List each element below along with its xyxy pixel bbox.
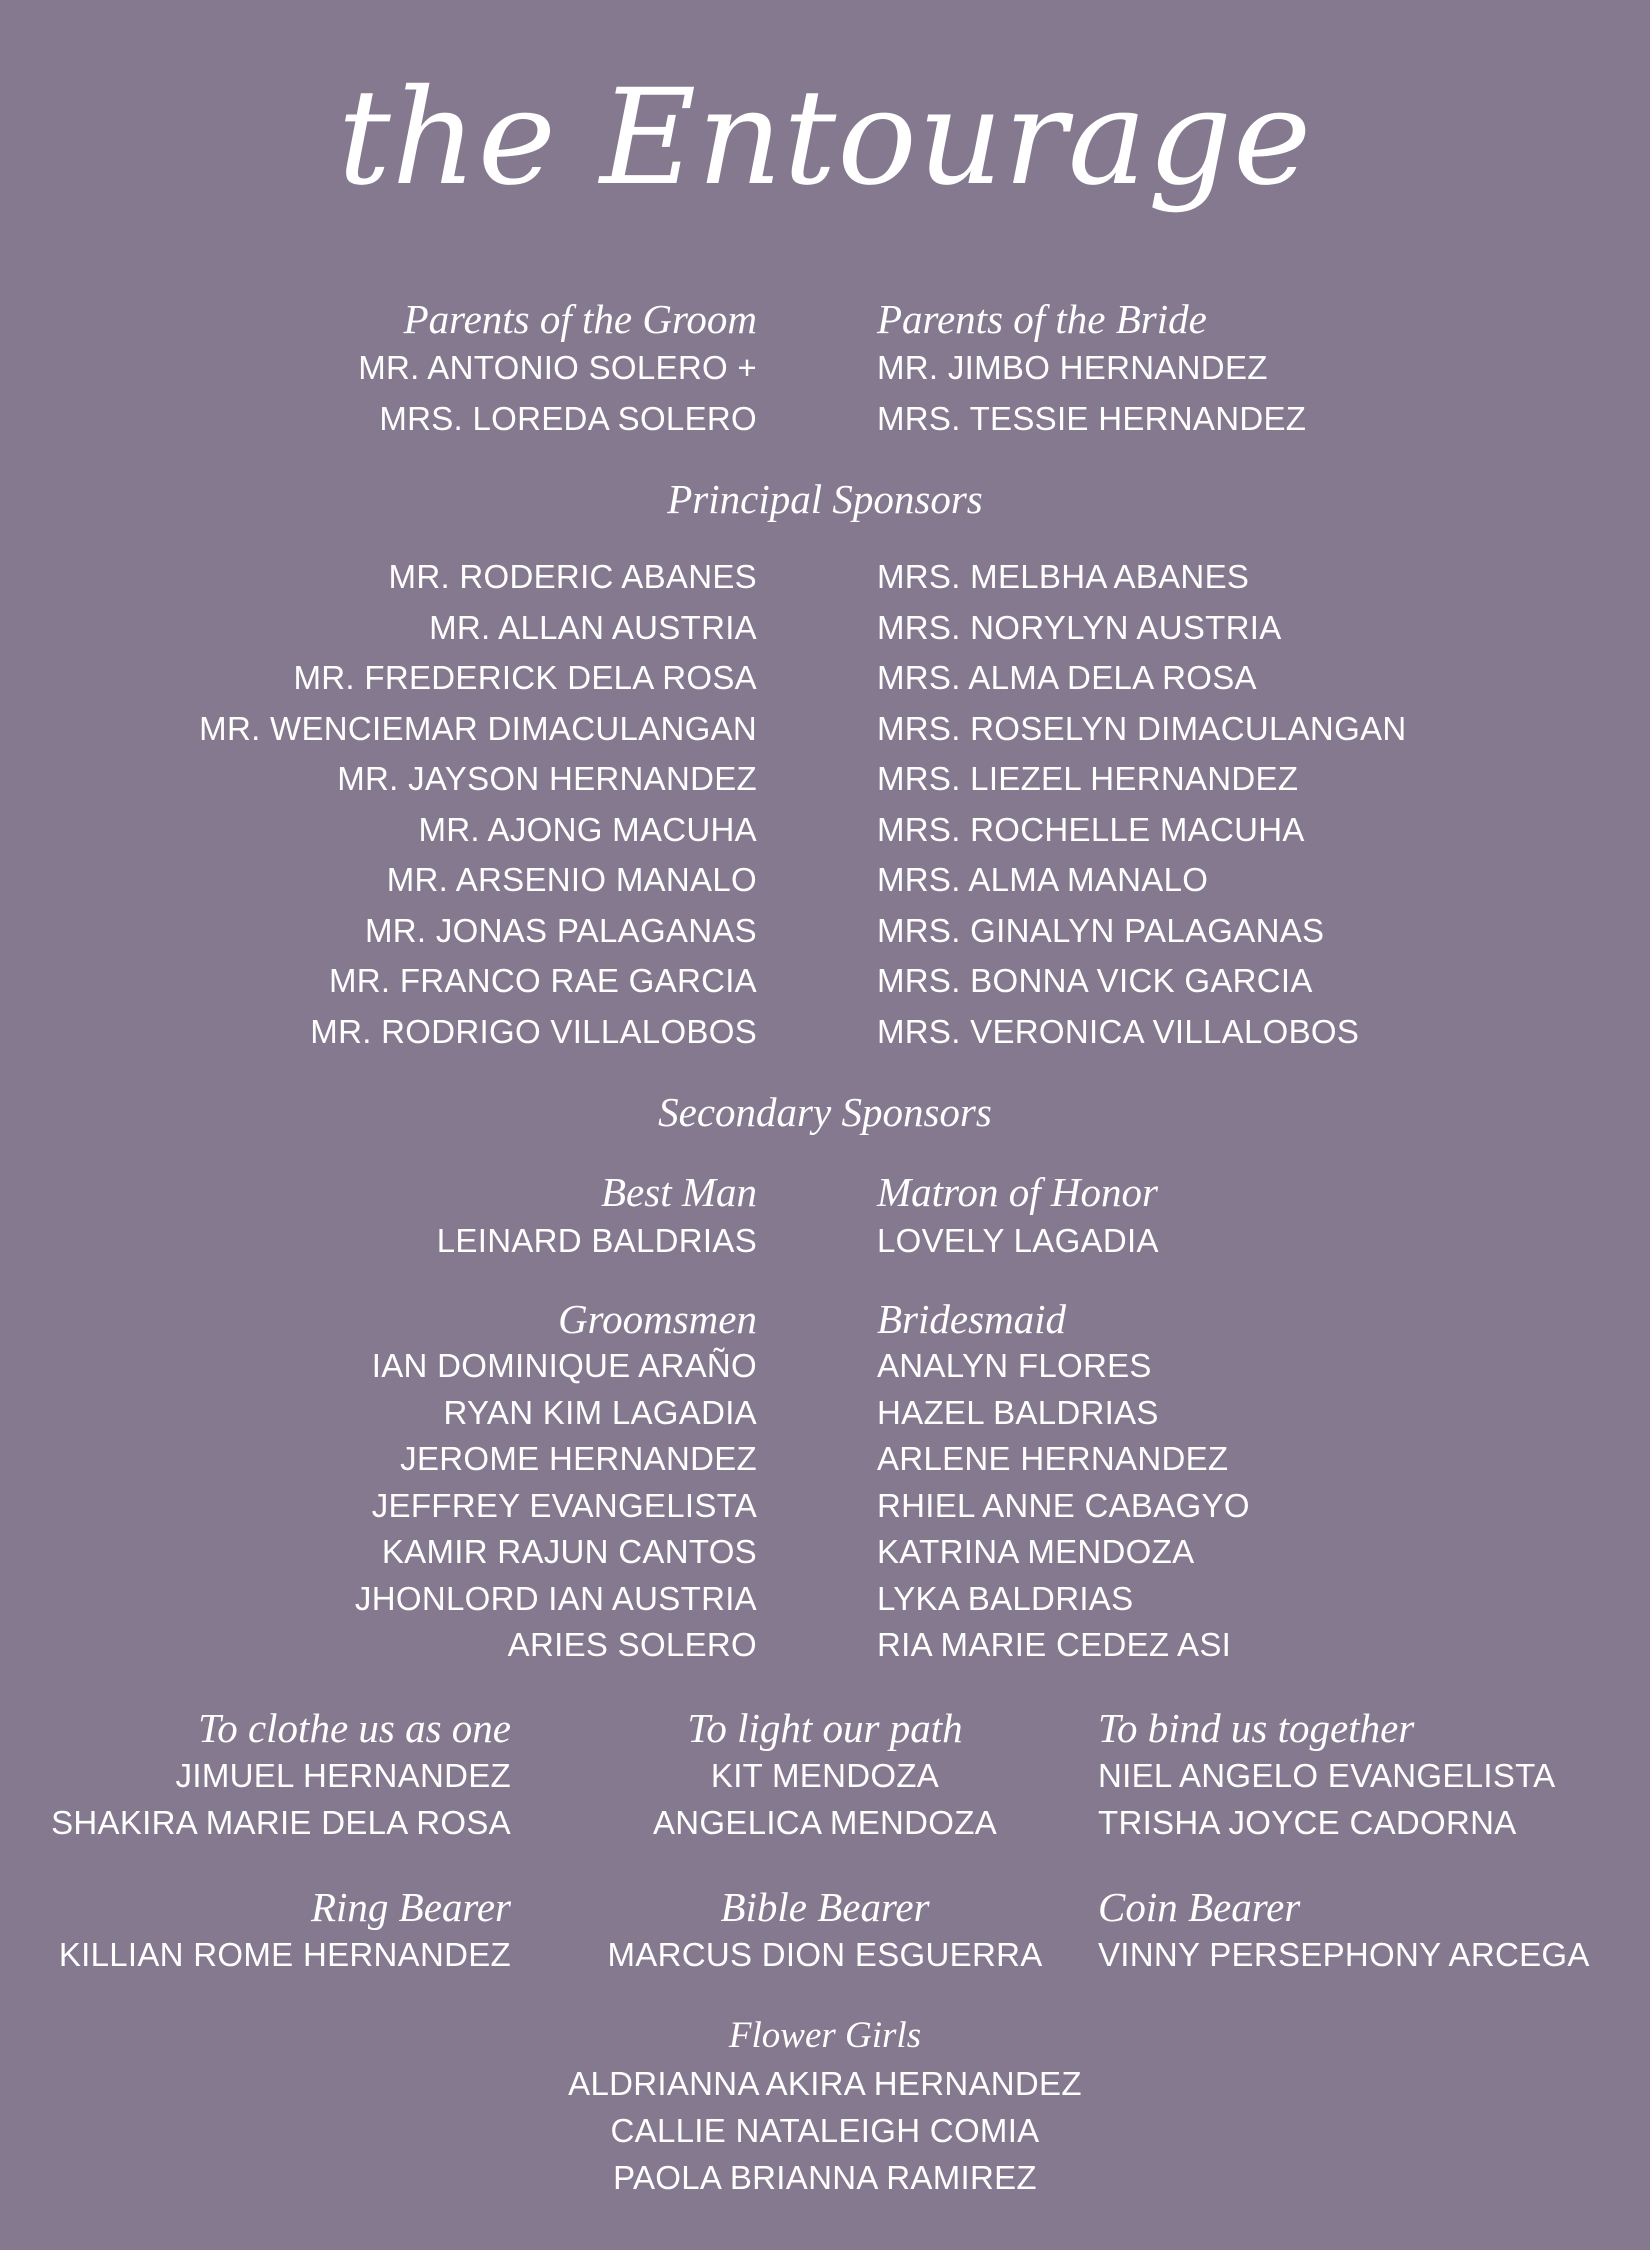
best-man-header: Best Man <box>601 1169 757 1215</box>
ring-bearer-header: Ring Bearer <box>310 1884 511 1930</box>
bible-bearer-name: MARCUS DION ESGUERRA <box>607 1936 1043 1973</box>
bridesmaid: RHIEL ANNE CABAGYO <box>877 1486 1250 1524</box>
clothe-name: JIMUEL HERNANDEZ <box>175 1757 511 1794</box>
entourage-title: the Entourage <box>337 61 1313 215</box>
groomsmen <box>355 1295 757 1669</box>
ring-bearer-name: KILLIAN ROME HERNANDEZ <box>58 1936 511 1973</box>
sponsor-woman: MRS. VERONICA VILLALOBOS <box>877 1012 1360 1050</box>
principal-sponsors-women <box>877 552 1406 1057</box>
sponsor-man: MR. FRANCO RAE GARCIA <box>328 962 757 999</box>
sponsor-man: MR. RODERIC ABANES <box>388 558 757 595</box>
best-man <box>437 1168 757 1267</box>
matron-of-honor <box>877 1168 1159 1267</box>
sponsor-man: MR. RODRIGO VILLALOBOS <box>310 1012 757 1050</box>
best-man-name: LEINARD BALDRIAS <box>436 1222 757 1259</box>
light-name: KIT MENDOZA <box>710 1757 940 1794</box>
groom-parent-name: MRS. LOREDA SOLERO <box>379 399 757 437</box>
bind-header: To bind us together <box>1098 1705 1415 1751</box>
sponsor-man: MR. WENCIEMAR DIMACULANGAN <box>199 709 757 747</box>
bind-name: NIEL ANGELO EVANGELISTA <box>1098 1757 1556 1794</box>
matron-header: Matron of Honor <box>877 1169 1158 1215</box>
groomsman: IAN DOMINIQUE ARAÑO <box>371 1347 757 1384</box>
groomsman: ARIES SOLERO <box>507 1626 757 1663</box>
bible-bearer-header: Bible Bearer <box>720 1884 930 1930</box>
groom-parents <box>358 295 757 444</box>
groomsmen-header: Groomsmen <box>558 1296 757 1342</box>
ring-bearer <box>59 1883 511 1978</box>
bridesmaids <box>877 1295 1250 1669</box>
sponsor-woman: MRS. ROCHELLE MACUHA <box>877 810 1305 848</box>
groomsman: JHONLORD IAN AUSTRIA <box>354 1579 757 1617</box>
flower-girl: PAOLA BRIANNA RAMIREZ <box>613 2159 1037 2196</box>
bridesmaid: LYKA BALDRIAS <box>877 1579 1134 1617</box>
bride-parents <box>877 295 1306 444</box>
principal-sponsors-header: Principal Sponsors <box>667 476 983 522</box>
clothe-sponsors <box>51 1704 511 1846</box>
bride-parents-header: Parents of the Bride <box>877 296 1207 342</box>
matron-name: LOVELY LAGADIA <box>877 1222 1159 1259</box>
bridesmaid: KATRINA MENDOZA <box>877 1533 1195 1570</box>
sponsor-woman: MRS. GINALYN PALAGANAS <box>877 911 1325 949</box>
bridesmaid: ARLENE HERNANDEZ <box>877 1440 1229 1477</box>
clothe-name: SHAKIRA MARIE DELA ROSA <box>51 1804 511 1841</box>
bridesmaid: ANALYN FLORES <box>877 1347 1152 1384</box>
flower-girls-header: Flower Girls <box>728 2015 922 2056</box>
groomsman: JEROME HERNANDEZ <box>400 1440 757 1477</box>
bride-parent-name: MRS. TESSIE HERNANDEZ <box>877 399 1307 437</box>
sponsor-woman: MRS. BONNA VICK GARCIA <box>877 962 1313 999</box>
light-name: ANGELICA MENDOZA <box>652 1804 998 1841</box>
principal-sponsors-men <box>199 552 757 1057</box>
sponsor-woman: MRS. MELBHA ABANES <box>877 558 1250 595</box>
sponsor-man: MR. ALLAN AUSTRIA <box>429 608 757 646</box>
sponsor-woman: MRS. NORYLYN AUSTRIA <box>877 608 1282 646</box>
groom-parent-name: MR. ANTONIO SOLERO + <box>358 349 757 386</box>
sponsor-woman: MRS. ALMA MANALO <box>877 861 1209 898</box>
bible-bearer <box>575 1883 1075 1978</box>
groomsman: RYAN KIM LAGADIA <box>443 1393 757 1431</box>
flower-girls <box>0 2012 1650 2201</box>
bridesmaid-header: Bridesmaid <box>877 1296 1067 1342</box>
sponsor-man: MR. ARSENIO MANALO <box>386 861 757 898</box>
coin-bearer-header: Coin Bearer <box>1098 1884 1301 1930</box>
groom-parents-header: Parents of the Groom <box>403 296 757 342</box>
sponsor-man: MR. JAYSON HERNANDEZ <box>337 760 757 797</box>
light-sponsors <box>575 1704 1075 1846</box>
bridesmaid: RIA MARIE CEDEZ ASI <box>877 1626 1232 1663</box>
flower-girl: CALLIE NATALEIGH COMIA <box>610 2112 1040 2149</box>
bind-sponsors <box>1098 1704 1555 1846</box>
sponsor-man: MR. FREDERICK DELA ROSA <box>293 659 757 696</box>
bridesmaid: HAZEL BALDRIAS <box>877 1393 1159 1431</box>
sponsor-man: MR. AJONG MACUHA <box>418 810 757 848</box>
sponsor-woman: MRS. ALMA DELA ROSA <box>877 659 1257 696</box>
groomsman: KAMIR RAJUN CANTOS <box>381 1533 757 1570</box>
coin-bearer-name: VINNY PERSEPHONY ARCEGA <box>1098 1936 1590 1973</box>
sponsor-woman: MRS. ROSELYN DIMACULANGAN <box>877 709 1407 747</box>
clothe-header: To clothe us as one <box>198 1705 511 1751</box>
sponsor-man: MR. JONAS PALAGANAS <box>364 911 757 949</box>
light-header: To light our path <box>687 1705 963 1751</box>
bind-name: TRISHA JOYCE CADORNA <box>1098 1804 1517 1841</box>
flower-girl: ALDRIANNA AKIRA HERNANDEZ <box>568 2065 1082 2102</box>
groomsman: JEFFREY EVANGELISTA <box>371 1486 757 1524</box>
coin-bearer <box>1098 1883 1590 1978</box>
secondary-sponsors-header: Secondary Sponsors <box>658 1089 992 1135</box>
bride-parent-name: MR. JIMBO HERNANDEZ <box>877 349 1268 386</box>
sponsor-woman: MRS. LIEZEL HERNANDEZ <box>877 760 1299 797</box>
